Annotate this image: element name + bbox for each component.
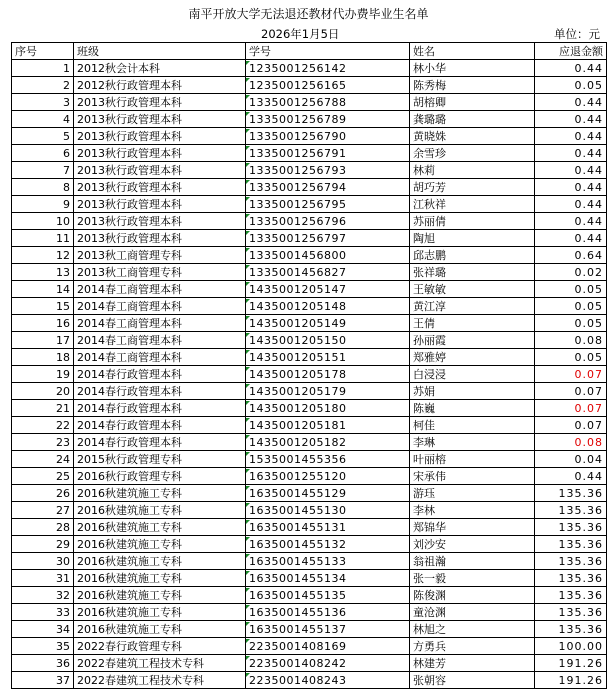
cell-class[interactable]: 2014春工商管理本科	[74, 332, 246, 349]
cell-class[interactable]: 2016秋建筑施工专科	[74, 485, 246, 502]
cell-amount[interactable]: 0.07	[535, 417, 607, 434]
cell-name[interactable]: 余雪珍	[410, 145, 535, 162]
cell-no[interactable]: 31	[12, 570, 74, 587]
cell-no[interactable]: 22	[12, 417, 74, 434]
table-row	[12, 77, 607, 94]
cell-amount[interactable]: 0.05	[535, 77, 607, 94]
header-name[interactable]: 姓名	[410, 43, 535, 60]
cell-no[interactable]: 36	[12, 655, 74, 672]
cell-student-id[interactable]: 2235001408169	[246, 638, 410, 655]
cell-student-id[interactable]: 1435001205147	[246, 281, 410, 298]
cell-name[interactable]: 苏娟	[410, 383, 535, 400]
table-row	[12, 332, 607, 349]
cell-amount[interactable]: 0.44	[535, 111, 607, 128]
cell-class[interactable]: 2012秋会计本科	[74, 60, 246, 77]
table-row	[12, 434, 607, 451]
cell-student-id[interactable]: 1435001205148	[246, 298, 410, 315]
table-row	[12, 570, 607, 587]
cell-name[interactable]: 林小华	[410, 60, 535, 77]
cell-no[interactable]: 1	[12, 60, 74, 77]
cell-name[interactable]: 龚璐璐	[410, 111, 535, 128]
cell-name[interactable]: 陶旭	[410, 230, 535, 247]
cell-no[interactable]: 16	[12, 315, 74, 332]
cell-name[interactable]: 胡榕卿	[410, 94, 535, 111]
cell-no[interactable]: 32	[12, 587, 74, 604]
table-row	[12, 349, 607, 366]
cell-no[interactable]: 17	[12, 332, 74, 349]
sheet-title: 南平开放大学无法退还教材代办费毕业生名单	[188, 7, 429, 21]
cell-amount[interactable]: 0.07	[535, 366, 607, 383]
cell-name[interactable]: 柯佳	[410, 417, 535, 434]
table-row	[12, 400, 607, 417]
cell-no[interactable]: 7	[12, 162, 74, 179]
cell-class[interactable]: 2016秋建筑施工专科	[74, 553, 246, 570]
cell-name[interactable]: 胡巧芳	[410, 179, 535, 196]
cell-amount[interactable]: 135.36	[535, 604, 607, 621]
cell-amount[interactable]: 0.08	[535, 332, 607, 349]
table-row	[12, 672, 607, 689]
cell-class[interactable]: 2013秋行政管理本科	[74, 128, 246, 145]
cell-student-id[interactable]: 1435001205179	[246, 383, 410, 400]
cell-student-id[interactable]: 1635001455134	[246, 570, 410, 587]
cell-name[interactable]: 郑锦华	[410, 519, 535, 536]
cell-no[interactable]: 35	[12, 638, 74, 655]
cell-amount[interactable]: 100.00	[535, 638, 607, 655]
cell-student-id[interactable]: 2235001408242	[246, 655, 410, 672]
cell-amount[interactable]: 135.36	[535, 502, 607, 519]
header-class[interactable]: 班级	[74, 43, 246, 60]
cell-class[interactable]: 2016秋建筑施工专科	[74, 536, 246, 553]
cell-amount[interactable]: 0.05	[535, 315, 607, 332]
cell-no[interactable]: 10	[12, 213, 74, 230]
table-row	[12, 655, 607, 672]
table-row	[12, 587, 607, 604]
cell-student-id[interactable]: 1435001205178	[246, 366, 410, 383]
cell-amount[interactable]: 0.05	[535, 281, 607, 298]
cell-amount[interactable]: 0.44	[535, 213, 607, 230]
cell-amount[interactable]: 0.07	[535, 400, 607, 417]
table-row	[12, 502, 607, 519]
table-row	[12, 383, 607, 400]
cell-no[interactable]: 8	[12, 179, 74, 196]
cell-class[interactable]: 2022春建筑工程技术专科	[74, 672, 246, 689]
cell-name[interactable]: 黄江淳	[410, 298, 535, 315]
cell-student-id[interactable]: 1635001455137	[246, 621, 410, 638]
cell-no[interactable]: 28	[12, 519, 74, 536]
cell-student-id[interactable]: 2235001408243	[246, 672, 410, 689]
cell-student-id[interactable]: 1235001256142	[246, 60, 410, 77]
cell-class[interactable]: 2022春建筑工程技术专科	[74, 655, 246, 672]
cell-amount[interactable]: 0.05	[535, 298, 607, 315]
cell-amount[interactable]: 191.26	[535, 672, 607, 689]
cell-class[interactable]: 2014春行政管理本科	[74, 366, 246, 383]
cell-class[interactable]: 2013秋行政管理本科	[74, 145, 246, 162]
cell-student-id[interactable]: 1335001256791	[246, 145, 410, 162]
cell-amount[interactable]: 0.44	[535, 196, 607, 213]
cell-amount[interactable]: 0.05	[535, 349, 607, 366]
cell-student-id[interactable]: 1635001455135	[246, 587, 410, 604]
cell-amount[interactable]: 135.36	[535, 536, 607, 553]
cell-class[interactable]: 2013秋行政管理本科	[74, 111, 246, 128]
cell-student-id[interactable]: 1635001455132	[246, 536, 410, 553]
table-row	[12, 468, 607, 485]
cell-class[interactable]: 2016秋行政管理专科	[74, 468, 246, 485]
cell-amount[interactable]: 0.44	[535, 94, 607, 111]
cell-student-id[interactable]: 1535001455356	[246, 451, 410, 468]
table-row	[12, 145, 607, 162]
cell-no[interactable]: 2	[12, 77, 74, 94]
cell-name[interactable]: 刘沙安	[410, 536, 535, 553]
cell-class[interactable]: 2016秋建筑施工专科	[74, 621, 246, 638]
cell-student-id[interactable]: 1635001455131	[246, 519, 410, 536]
cell-amount[interactable]: 0.02	[535, 264, 607, 281]
table-row	[12, 604, 607, 621]
cell-no[interactable]: 33	[12, 604, 74, 621]
cell-class[interactable]: 2013秋行政管理本科	[74, 179, 246, 196]
cell-class[interactable]: 2012秋行政管理本科	[74, 77, 246, 94]
cell-amount[interactable]: 0.04	[535, 451, 607, 468]
cell-amount[interactable]: 135.36	[535, 553, 607, 570]
cell-class[interactable]: 2014春行政管理本科	[74, 417, 246, 434]
cell-amount[interactable]: 135.36	[535, 621, 607, 638]
cell-class[interactable]: 2013秋行政管理本科	[74, 162, 246, 179]
cell-student-id[interactable]: 1635001455129	[246, 485, 410, 502]
cell-amount[interactable]: 0.44	[535, 60, 607, 77]
cell-class[interactable]: 2014春行政管理本科	[74, 400, 246, 417]
cell-student-id[interactable]: 1435001205181	[246, 417, 410, 434]
table-row	[12, 281, 607, 298]
cell-no[interactable]: 4	[12, 111, 74, 128]
cell-class[interactable]: 2014春行政管理本科	[74, 434, 246, 451]
table-row	[12, 111, 607, 128]
cell-no[interactable]: 13	[12, 264, 74, 281]
table-row	[12, 621, 607, 638]
cell-name[interactable]: 林旭之	[410, 621, 535, 638]
cell-student-id[interactable]: 1335001256796	[246, 213, 410, 230]
cell-name[interactable]: 林莉	[410, 162, 535, 179]
table-row	[12, 213, 607, 230]
cell-student-id[interactable]: 1435001205149	[246, 315, 410, 332]
cell-name[interactable]: 郑雅婷	[410, 349, 535, 366]
cell-student-id[interactable]: 1635001455136	[246, 604, 410, 621]
table-row	[12, 94, 607, 111]
table-row	[12, 451, 607, 468]
cell-student-id[interactable]: 1435001205150	[246, 332, 410, 349]
cell-no[interactable]: 25	[12, 468, 74, 485]
cell-no[interactable]: 19	[12, 366, 74, 383]
cell-name[interactable]: 邱志鹏	[410, 247, 535, 264]
cell-name[interactable]: 王敏敏	[410, 281, 535, 298]
cell-student-id[interactable]: 1635001255120	[246, 468, 410, 485]
cell-class[interactable]: 2013秋行政管理本科	[74, 196, 246, 213]
cell-no[interactable]: 20	[12, 383, 74, 400]
cell-amount[interactable]: 135.36	[535, 485, 607, 502]
cell-name[interactable]: 叶丽榕	[410, 451, 535, 468]
cell-name[interactable]: 张朝容	[410, 672, 535, 689]
cell-class[interactable]: 2016秋建筑施工专科	[74, 570, 246, 587]
cell-no[interactable]: 37	[12, 672, 74, 689]
cell-no[interactable]: 15	[12, 298, 74, 315]
cell-class[interactable]: 2013秋工商管理专科	[74, 247, 246, 264]
cell-no[interactable]: 18	[12, 349, 74, 366]
cell-class[interactable]: 2014春行政管理本科	[74, 383, 246, 400]
cell-class[interactable]: 2016秋建筑施工专科	[74, 502, 246, 519]
cell-name[interactable]: 陈巍	[410, 400, 535, 417]
cell-student-id[interactable]: 1635001455130	[246, 502, 410, 519]
cell-no[interactable]: 24	[12, 451, 74, 468]
cell-no[interactable]: 12	[12, 247, 74, 264]
cell-name[interactable]: 江秋祥	[410, 196, 535, 213]
table-row	[12, 315, 607, 332]
cell-student-id[interactable]: 1335001256795	[246, 196, 410, 213]
cell-amount[interactable]: 191.26	[535, 655, 607, 672]
cell-class[interactable]: 2014春工商管理本科	[74, 281, 246, 298]
table-row	[12, 247, 607, 264]
cell-amount[interactable]: 0.44	[535, 468, 607, 485]
table-row	[12, 196, 607, 213]
table-row	[12, 162, 607, 179]
sheet-date: 2026年1月5日	[261, 27, 340, 41]
cell-no[interactable]: 6	[12, 145, 74, 162]
date-row	[11, 26, 606, 42]
cell-amount[interactable]: 135.36	[535, 587, 607, 604]
cell-no[interactable]: 23	[12, 434, 74, 451]
cell-class[interactable]: 2016秋建筑施工专科	[74, 587, 246, 604]
cell-name[interactable]: 张祥璐	[410, 264, 535, 281]
cell-student-id[interactable]: 1335001256794	[246, 179, 410, 196]
cell-name[interactable]: 林建芳	[410, 655, 535, 672]
cell-name[interactable]: 陈秀梅	[410, 77, 535, 94]
cell-amount[interactable]: 0.44	[535, 145, 607, 162]
cell-student-id[interactable]: 1635001455133	[246, 553, 410, 570]
cell-amount[interactable]: 0.08	[535, 434, 607, 451]
table-row	[12, 264, 607, 281]
cell-student-id[interactable]: 1235001256165	[246, 77, 410, 94]
cell-name[interactable]: 孙丽霞	[410, 332, 535, 349]
cell-class[interactable]: 2016秋建筑施工专科	[74, 604, 246, 621]
cell-amount[interactable]: 0.64	[535, 247, 607, 264]
cell-name[interactable]: 宋承伟	[410, 468, 535, 485]
cell-student-id[interactable]: 1335001256797	[246, 230, 410, 247]
cell-name[interactable]: 王倩	[410, 315, 535, 332]
cell-no[interactable]: 14	[12, 281, 74, 298]
table-row	[12, 366, 607, 383]
cell-name[interactable]: 陈俊渊	[410, 587, 535, 604]
cell-amount[interactable]: 0.44	[535, 128, 607, 145]
cell-student-id[interactable]: 1435001205151	[246, 349, 410, 366]
cell-amount[interactable]: 0.44	[535, 162, 607, 179]
header-amount[interactable]: 应退金额	[535, 43, 607, 60]
unit-label: 单位：元	[554, 27, 600, 41]
cell-class[interactable]: 2014春工商管理本科	[74, 298, 246, 315]
table-row	[12, 536, 607, 553]
header-no[interactable]: 序号	[12, 43, 74, 60]
table-row	[12, 417, 607, 434]
cell-class[interactable]: 2016秋建筑施工专科	[74, 519, 246, 536]
cell-amount[interactable]: 0.44	[535, 179, 607, 196]
cell-student-id[interactable]: 1335001456800	[246, 247, 410, 264]
cell-name[interactable]: 游珏	[410, 485, 535, 502]
cell-student-id[interactable]: 1435001205182	[246, 434, 410, 451]
cell-no[interactable]: 11	[12, 230, 74, 247]
cell-no[interactable]: 27	[12, 502, 74, 519]
cell-student-id[interactable]: 1335001256793	[246, 162, 410, 179]
cell-name[interactable]: 李林	[410, 502, 535, 519]
cell-no[interactable]: 5	[12, 128, 74, 145]
cell-student-id[interactable]: 1435001205180	[246, 400, 410, 417]
cell-class[interactable]: 2013秋行政管理本科	[74, 213, 246, 230]
cell-student-id[interactable]: 1335001256788	[246, 94, 410, 111]
table-row	[12, 519, 607, 536]
cell-amount[interactable]: 0.07	[535, 383, 607, 400]
cell-name[interactable]: 李琳	[410, 434, 535, 451]
table-row	[12, 60, 607, 77]
cell-class[interactable]: 2022春行政管理专科	[74, 638, 246, 655]
cell-name[interactable]: 翁祖瀚	[410, 553, 535, 570]
cell-no[interactable]: 21	[12, 400, 74, 417]
cell-name[interactable]: 苏丽倩	[410, 213, 535, 230]
table-row	[12, 179, 607, 196]
graduate-table	[11, 42, 607, 689]
cell-no[interactable]: 30	[12, 553, 74, 570]
cell-student-id[interactable]: 1335001456827	[246, 264, 410, 281]
cell-no[interactable]: 29	[12, 536, 74, 553]
cell-student-id[interactable]: 1335001256789	[246, 111, 410, 128]
cell-class[interactable]: 2014春工商管理本科	[74, 349, 246, 366]
cell-student-id[interactable]: 1335001256790	[246, 128, 410, 145]
cell-class[interactable]: 2013秋行政管理本科	[74, 94, 246, 111]
cell-class[interactable]: 2015秋行政管理专科	[74, 451, 246, 468]
table-row	[12, 230, 607, 247]
cell-no[interactable]: 9	[12, 196, 74, 213]
cell-class[interactable]: 2013秋行政管理本科	[74, 230, 246, 247]
cell-no[interactable]: 3	[12, 94, 74, 111]
cell-no[interactable]: 34	[12, 621, 74, 638]
cell-amount[interactable]: 0.44	[535, 230, 607, 247]
cell-name[interactable]: 方勇兵	[410, 638, 535, 655]
cell-amount[interactable]: 135.36	[535, 570, 607, 587]
cell-name[interactable]: 白浸浸	[410, 366, 535, 383]
header-row	[12, 43, 607, 60]
cell-name[interactable]: 张一毅	[410, 570, 535, 587]
cell-amount[interactable]: 135.36	[535, 519, 607, 536]
cell-no[interactable]: 26	[12, 485, 74, 502]
header-student-id[interactable]: 学号	[246, 43, 410, 60]
table-row	[12, 298, 607, 315]
cell-class[interactable]: 2014春工商管理本科	[74, 315, 246, 332]
cell-name[interactable]: 童沧渊	[410, 604, 535, 621]
cell-class[interactable]: 2013秋工商管理专科	[74, 264, 246, 281]
table-row	[12, 553, 607, 570]
table-row	[12, 128, 607, 145]
table-row	[12, 485, 607, 502]
cell-name[interactable]: 黄晓姝	[410, 128, 535, 145]
